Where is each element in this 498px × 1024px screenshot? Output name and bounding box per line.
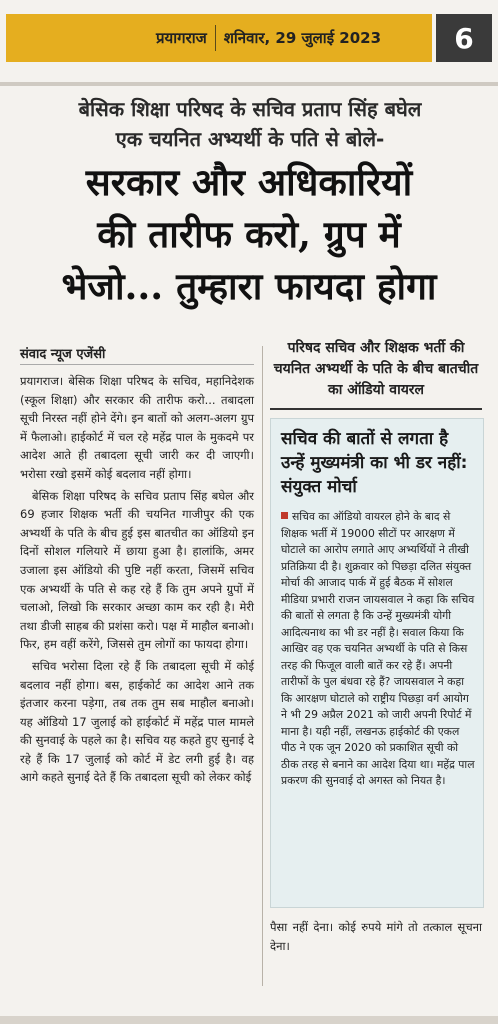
article-paragraph-1: प्रयागराज। बेसिक शिक्षा परिषद के सचिव, महानिदेशक (स्कूल शिक्षा) और सरकार की तारीफ करो... तबादला सूची निरस्त नहीं होने देंगे। इन बातों को अलग-अलग ग्रुप में फैलाओ। हाईकोर्ट में चल रहे महेंद्र पाल के मुकदमे पर आदेश आते ही तबादला सूची जारी कर दी जाएगी। भरोसा रखो इसमें कोई बदलाव नहीं होगा। bbox=[20, 374, 254, 481]
sidebar-headline: परिषद सचिव और शिक्षक भर्ती की चयनित अभ्यर्थी के पति के बीच बातचीत का ऑडियो वायरल bbox=[273, 340, 479, 398]
page-number: 6 bbox=[436, 14, 492, 62]
header-separator bbox=[215, 25, 216, 51]
sidebar-headline-rule bbox=[270, 408, 482, 410]
headline-kicker bbox=[22, 94, 478, 154]
kicker-line-2: एक चयनित अभ्यर्थी के पति से बोले- bbox=[115, 127, 385, 151]
byline-rule bbox=[20, 364, 254, 365]
sidebar-box-headline: सचिव की बातों से लगता है उन्हें मुख्यमंत्री का भी डर नहीं: संयुक्त मोर्चा bbox=[281, 429, 468, 497]
header-city: प्रयागराज bbox=[156, 29, 207, 47]
byline: संवाद न्यूज एजेंसी bbox=[20, 347, 106, 362]
main-headline-line-1: सरकार और अधिकारियों bbox=[85, 160, 413, 204]
sidebar-box-body: सचिव का ऑडियो वायरल होने के बाद से शिक्षक भर्ती में 19000 सीटों पर आरक्षण में घोटाले का आरोप लगाते आए अभ्यर्थियों ने तीखी प्रतिक्रिया दी है। शुक्रवार को पिछड़ा दलित संयुक्त मोर्चा की आजाद पार्क में हुई बैठक में सोशल मीडिया प्रभारी राजन जायसवाल ने कहा कि सचिव की बातों से लगता है कि उन्हें मुख्यमंत्री योगी आदित्यनाथ का भी डर नहीं है। सवाल किया कि आखिर वह एक चयनित अभ्यर्थी के पति से किस तरह की फिजूल वाली बातें कर रहे हैं। अपनी तारीफों के पुल बंधवा रहे हैं? जायसवाल ने कहा कि आरक्षण घोटाले को राष्ट्रीय पिछड़ा वर्ग आयोग ने भी 29 अप्रैल 2021 को जारी अपनी रिपोर्ट में माना है। यही नहीं, लखनऊ हाईकोर्ट की एकल पीठ ने एक जून 2020 को प्रकाशित सूची को ठीक तरह से बनाने का आदेश दिया था। महेंद्र पाल प्रकरण की सुनवाई दो अगस्त को नियत है। bbox=[281, 510, 475, 787]
header-date: शनिवार, 29 जुलाई 2023 bbox=[223, 29, 382, 47]
bottom-rule bbox=[0, 1016, 498, 1024]
page-header bbox=[0, 0, 498, 78]
column-divider bbox=[262, 346, 263, 986]
article-paragraph-3: सचिव भरोसा दिला रहे हैं कि तबादला सूची में कोई बदलाव नहीं होगा। बस, हाईकोर्ट का आदेश आने तक इंतजार करना पड़ेगा, तब तक तुम सब माहौल बनाओ। यह ऑडियो 17 जुलाई को हाईकोर्ट में महेंद्र पाल मामले की सुनवाई के पहले का है। सचिव यह कहते हुए सुनाई दे रहे हैं कि 17 जुलाई को कोर्ट में डेट लगी हुई है। वह आगे कहते सुनाई देते हैं कि तबादला सूची को लेकर कोई bbox=[20, 658, 254, 785]
article-text bbox=[20, 372, 254, 790]
main-headline bbox=[10, 156, 488, 312]
headline-block bbox=[0, 86, 498, 326]
article-paragraph-2: बेसिक शिक्षा परिषद के सचिव प्रताप सिंह बघेल और 69 हजार शिक्षक भर्ती की चयनित गाजीपुर की एक अभ्यर्थी के पति के बीच हुई इस बातचीत का ऑडियो इन दिनों सोशल गलियारे में छाया हुआ है। हालांकि, अमर उजाला इस ऑडियो की पुष्टि नहीं करता, जिसमें सचिव एक अभ्यर्थी के पति से कह रहे हैं कि तुम अपने ग्रुपों में चलाओ, लिखो कि सरकार अच्छा काम कर रही है। मेरी तथा डीजी साहब की प्रशंसा करो। पक्ष में माहौल बनाओ। फिर, हम वहीं करेंगे, जिससे तुम लोगों का फायदा होगा। bbox=[20, 488, 254, 652]
article-body bbox=[0, 326, 498, 1024]
main-headline-line-3: भेजो... तुम्हारा फायदा होगा bbox=[61, 264, 437, 308]
square-bullet-icon bbox=[281, 512, 288, 519]
sidebar-box bbox=[270, 418, 484, 908]
header-band bbox=[6, 14, 432, 62]
kicker-line-1: बेसिक शिक्षा परिषद के सचिव प्रताप सिंह बघेल bbox=[78, 97, 422, 121]
main-headline-line-2: की तारीफ करो, ग्रुप में bbox=[97, 212, 401, 256]
article-continuation: पैसा नहीं देना। कोई रुपये मांगे तो तत्काल सूचना देना। bbox=[270, 920, 482, 953]
sidebar-box-text bbox=[281, 509, 475, 790]
